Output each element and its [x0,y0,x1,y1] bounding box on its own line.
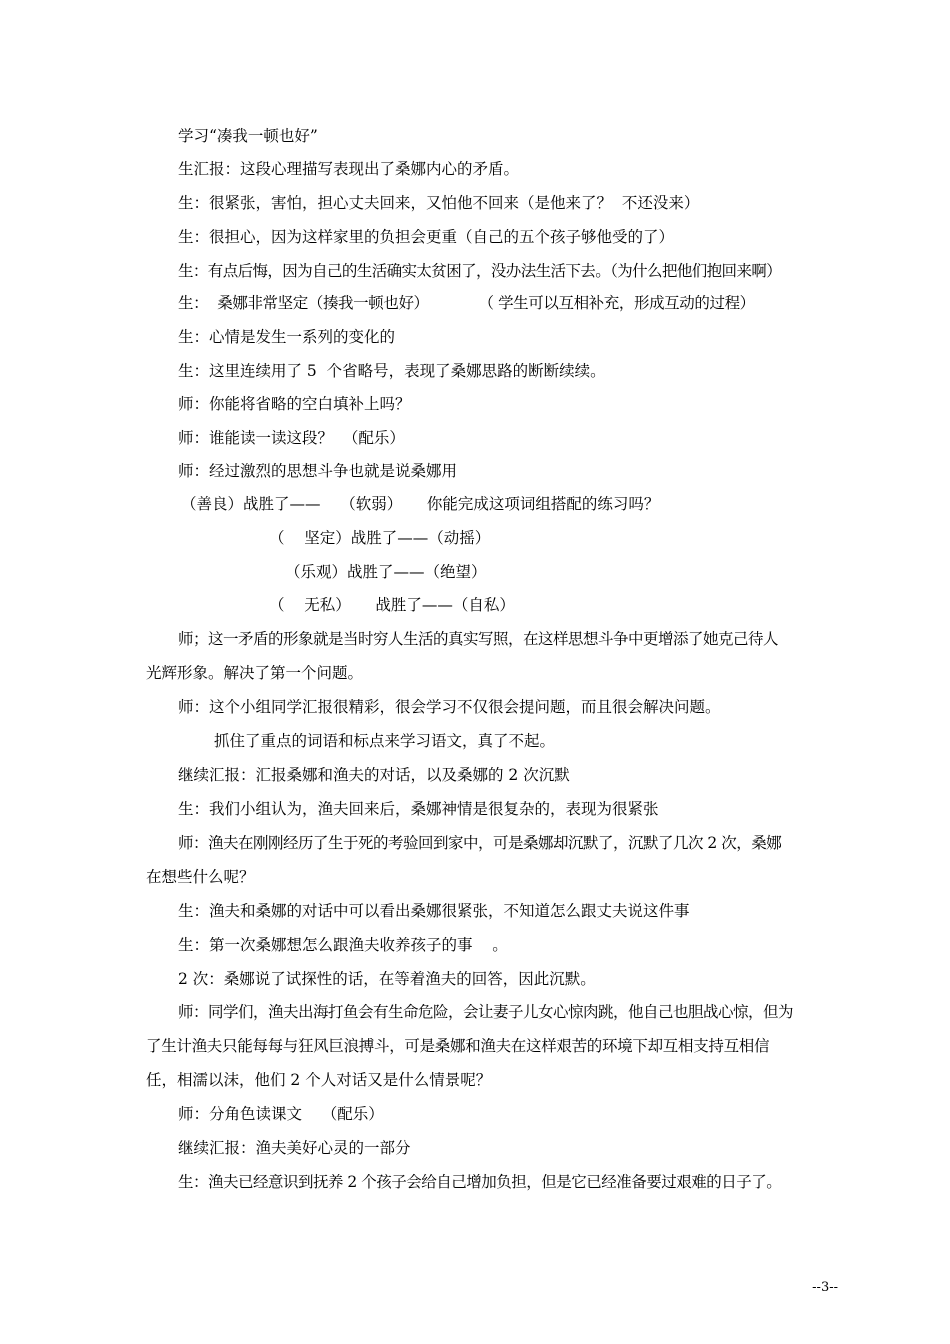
text-line: 师；这一矛盾的形象就是当时穷人生活的真实写照，在这样思想斗争中更增添了她克己待人 [178,630,779,648]
text-line: 师：谁能读一读这段？ （配乐） [178,429,405,447]
text-line: 生：很担心，因为这样家里的负担会更重（自己的五个孩子够他受的了） [178,228,675,246]
text-line: 生：渔夫已经意识到抚养 2 个孩子会给自己增加负担，但是它已经准备要过艰难的日子了。 [178,1173,782,1191]
page-number: --3-- [812,1280,838,1295]
text-line: 师：这个小组同学汇报很精彩，很会学习不仅很会提问题，而且很会解决问题。 [178,698,721,716]
text-line: 在想些什么呢？ [146,868,255,886]
text-line: 生：第一次桑娜想怎么跟渔夫收养孩子的事 。 [178,936,508,954]
text-line: 光辉形象。解决了第一个问题。 [146,664,364,682]
text-line: 师：你能将省略的空白填补上吗？ [178,395,411,413]
text-line: 师：渔夫在刚刚经历了生于死的考验回到家中，可是桑娜却沉默了，沉默了几次 2 次，桑娜 [178,834,782,852]
text-line: 2 次：桑娜说了试探性的话，在等着渔夫的回答，因此沉默。 [178,970,596,988]
text-line: 学习“凑我一顿也好” [178,127,318,145]
text-line: 师：分角色读课文 （配乐） [178,1105,384,1123]
text-line: 生：有点后悔，因为自己的生活确实太贫困了，没办法生活下去。（为什么把他们抱回来啊） [178,262,782,280]
text-line: 师：经过激烈的思想斗争也就是说桑娜用 [178,462,458,480]
text-line: 抓住了重点的词语和标点来学习语文，真了不起。 [214,732,556,750]
text-line: （ 坚定）战胜了——（动摇） [269,529,491,547]
text-line: （乐观）战胜了——（绝望） [285,563,487,581]
text-line: 生汇报：这段心理描写表现出了桑娜内心的矛盾。 [178,160,520,178]
text-line: （ 无私） 战胜了——（自私） [269,596,515,614]
text-line: 任，相濡以沫，他们 2 个人对话又是什么情景呢？ [146,1071,492,1089]
text-line: 继续汇报：渔夫美好心灵的一部分 [178,1139,411,1157]
text-line: 了生计渔夫只能每每与狂风巨浪搏斗，可是桑娜和渔夫在这样艰苦的环境下却互相支持互相信 [146,1037,770,1055]
text-line: 生：很紧张，害怕，担心丈夫回来，又怕他不回来（是他来了？ 不还没来） [178,194,700,212]
text-line: 继续汇报：汇报桑娜和渔夫的对话，以及桑娜的 2 次沉默 [178,766,570,784]
text-line: 生：我们小组认为，渔夫回来后，桑娜神情是很复杂的，表现为很紧张 [178,800,659,818]
text-line: 生： 桑娜非常坚定（揍我一顿也好） （ 学生可以互相补充，形成互动的过程） [178,294,755,312]
text-line: 师：同学们，渔夫出海打鱼会有生命危险，会让妻子儿女心惊肉跳，他自己也胆战心惊，但为 [178,1003,794,1021]
text-line: 生：这里连续用了 5 个省略号，表现了桑娜思路的断断续续。 [178,362,606,380]
text-line: （善良）战胜了—— （软弱） 你能完成这项词组搭配的练习吗？ [181,495,660,513]
text-line: 生：心情是发生一系列的变化的 [178,328,396,346]
text-line: 生：渔夫和桑娜的对话中可以看出桑娜很紧张，不知道怎么跟丈夫说这件事 [178,902,690,920]
